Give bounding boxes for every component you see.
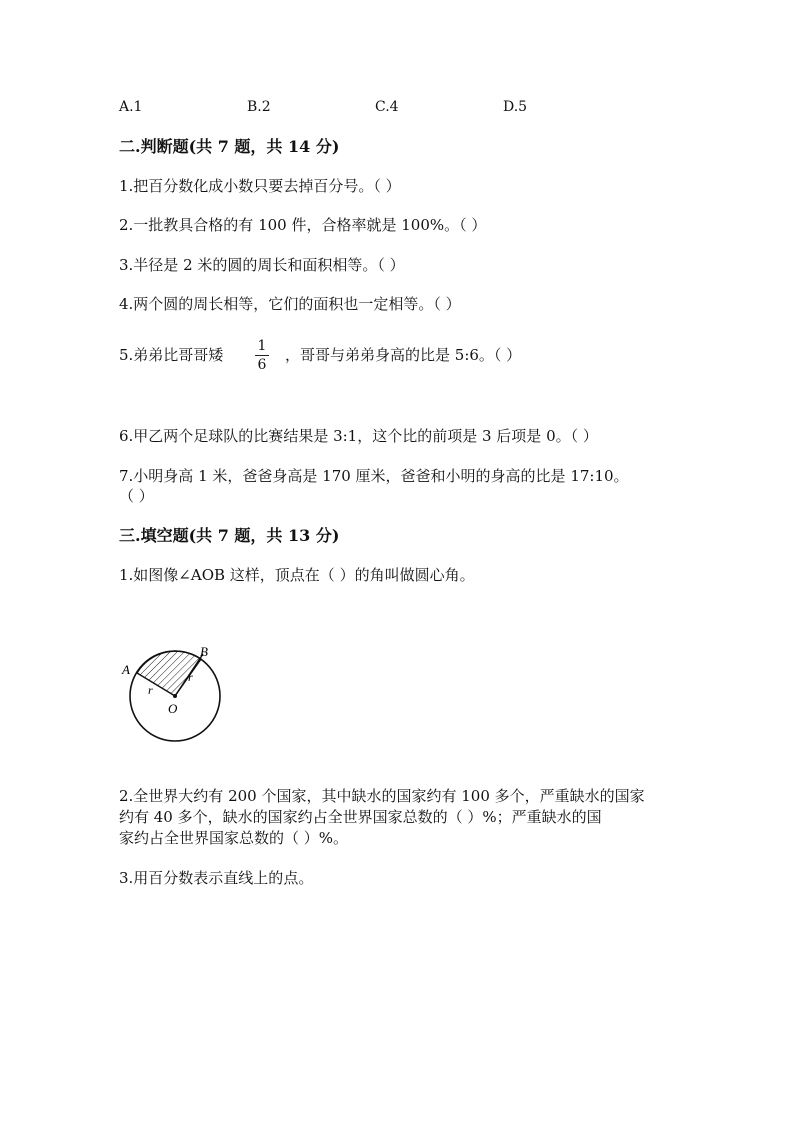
judgement-q7-line2: （ ） <box>119 487 154 505</box>
option-a: A.1 <box>119 99 143 115</box>
option-c: C.4 <box>375 99 399 115</box>
judgement-q2: 2.一批教具合格的有 100 件，合格率就是 100%。（ ） <box>119 216 487 234</box>
option-b: B.2 <box>247 99 271 115</box>
judgement-q5-before: 5.弟弟比哥哥矮 <box>119 346 224 364</box>
label-r-left: r <box>148 683 153 697</box>
fraction-bar <box>255 355 269 356</box>
center-point <box>173 694 177 698</box>
section-title-judgement: 二.判断题(共 7 题，共 14 分) <box>119 137 340 156</box>
judgement-q7-line1: 7.小明身高 1 米，爸爸身高是 170 厘米，爸爸和小明的身高的比是 17:10。 <box>119 467 629 485</box>
judgement-q1: 1.把百分数化成小数只要去掉百分号。（ ） <box>119 177 401 195</box>
label-b: B <box>200 644 208 659</box>
fill-q2-line1: 2.全世界大约有 200 个国家，其中缺水的国家约有 100 多个，严重缺水的国家 <box>119 787 645 805</box>
label-a: A <box>122 662 130 677</box>
central-angle-figure <box>118 640 228 750</box>
label-o: O <box>168 701 178 716</box>
label-r-right: r <box>188 670 193 684</box>
fill-q2-line3: 家约占全世界国家总数的（ ）%。 <box>119 829 349 847</box>
fraction-one-sixth <box>255 338 269 373</box>
fill-q2-line2: 约有 40 多个，缺水的国家约占全世界国家总数的（ ）%；严重缺水的国 <box>119 808 602 826</box>
option-d: D.5 <box>503 99 528 115</box>
judgement-q4: 4.两个圆的周长相等，它们的面积也一定相等。（ ） <box>119 295 461 313</box>
judgement-q5-after: ，哥哥与弟弟身高的比是 5:6。（ ） <box>285 346 522 364</box>
fraction-numerator: 1 <box>257 338 267 354</box>
section-title-fill-blank: 三.填空题(共 7 题，共 13 分) <box>119 526 340 545</box>
judgement-q6: 6.甲乙两个足球队的比赛结果是 3:1，这个比的前项是 3 后项是 0。（ ） <box>119 427 598 445</box>
fill-q3: 3.用百分数表示直线上的点。 <box>119 869 314 887</box>
judgement-q3: 3.半径是 2 米的圆的周长和面积相等。（ ） <box>119 256 405 274</box>
fill-q1: 1.如图像∠AOB 这样，顶点在（ ）的角叫做圆心角。 <box>119 566 475 584</box>
fraction-denominator: 6 <box>257 357 267 373</box>
